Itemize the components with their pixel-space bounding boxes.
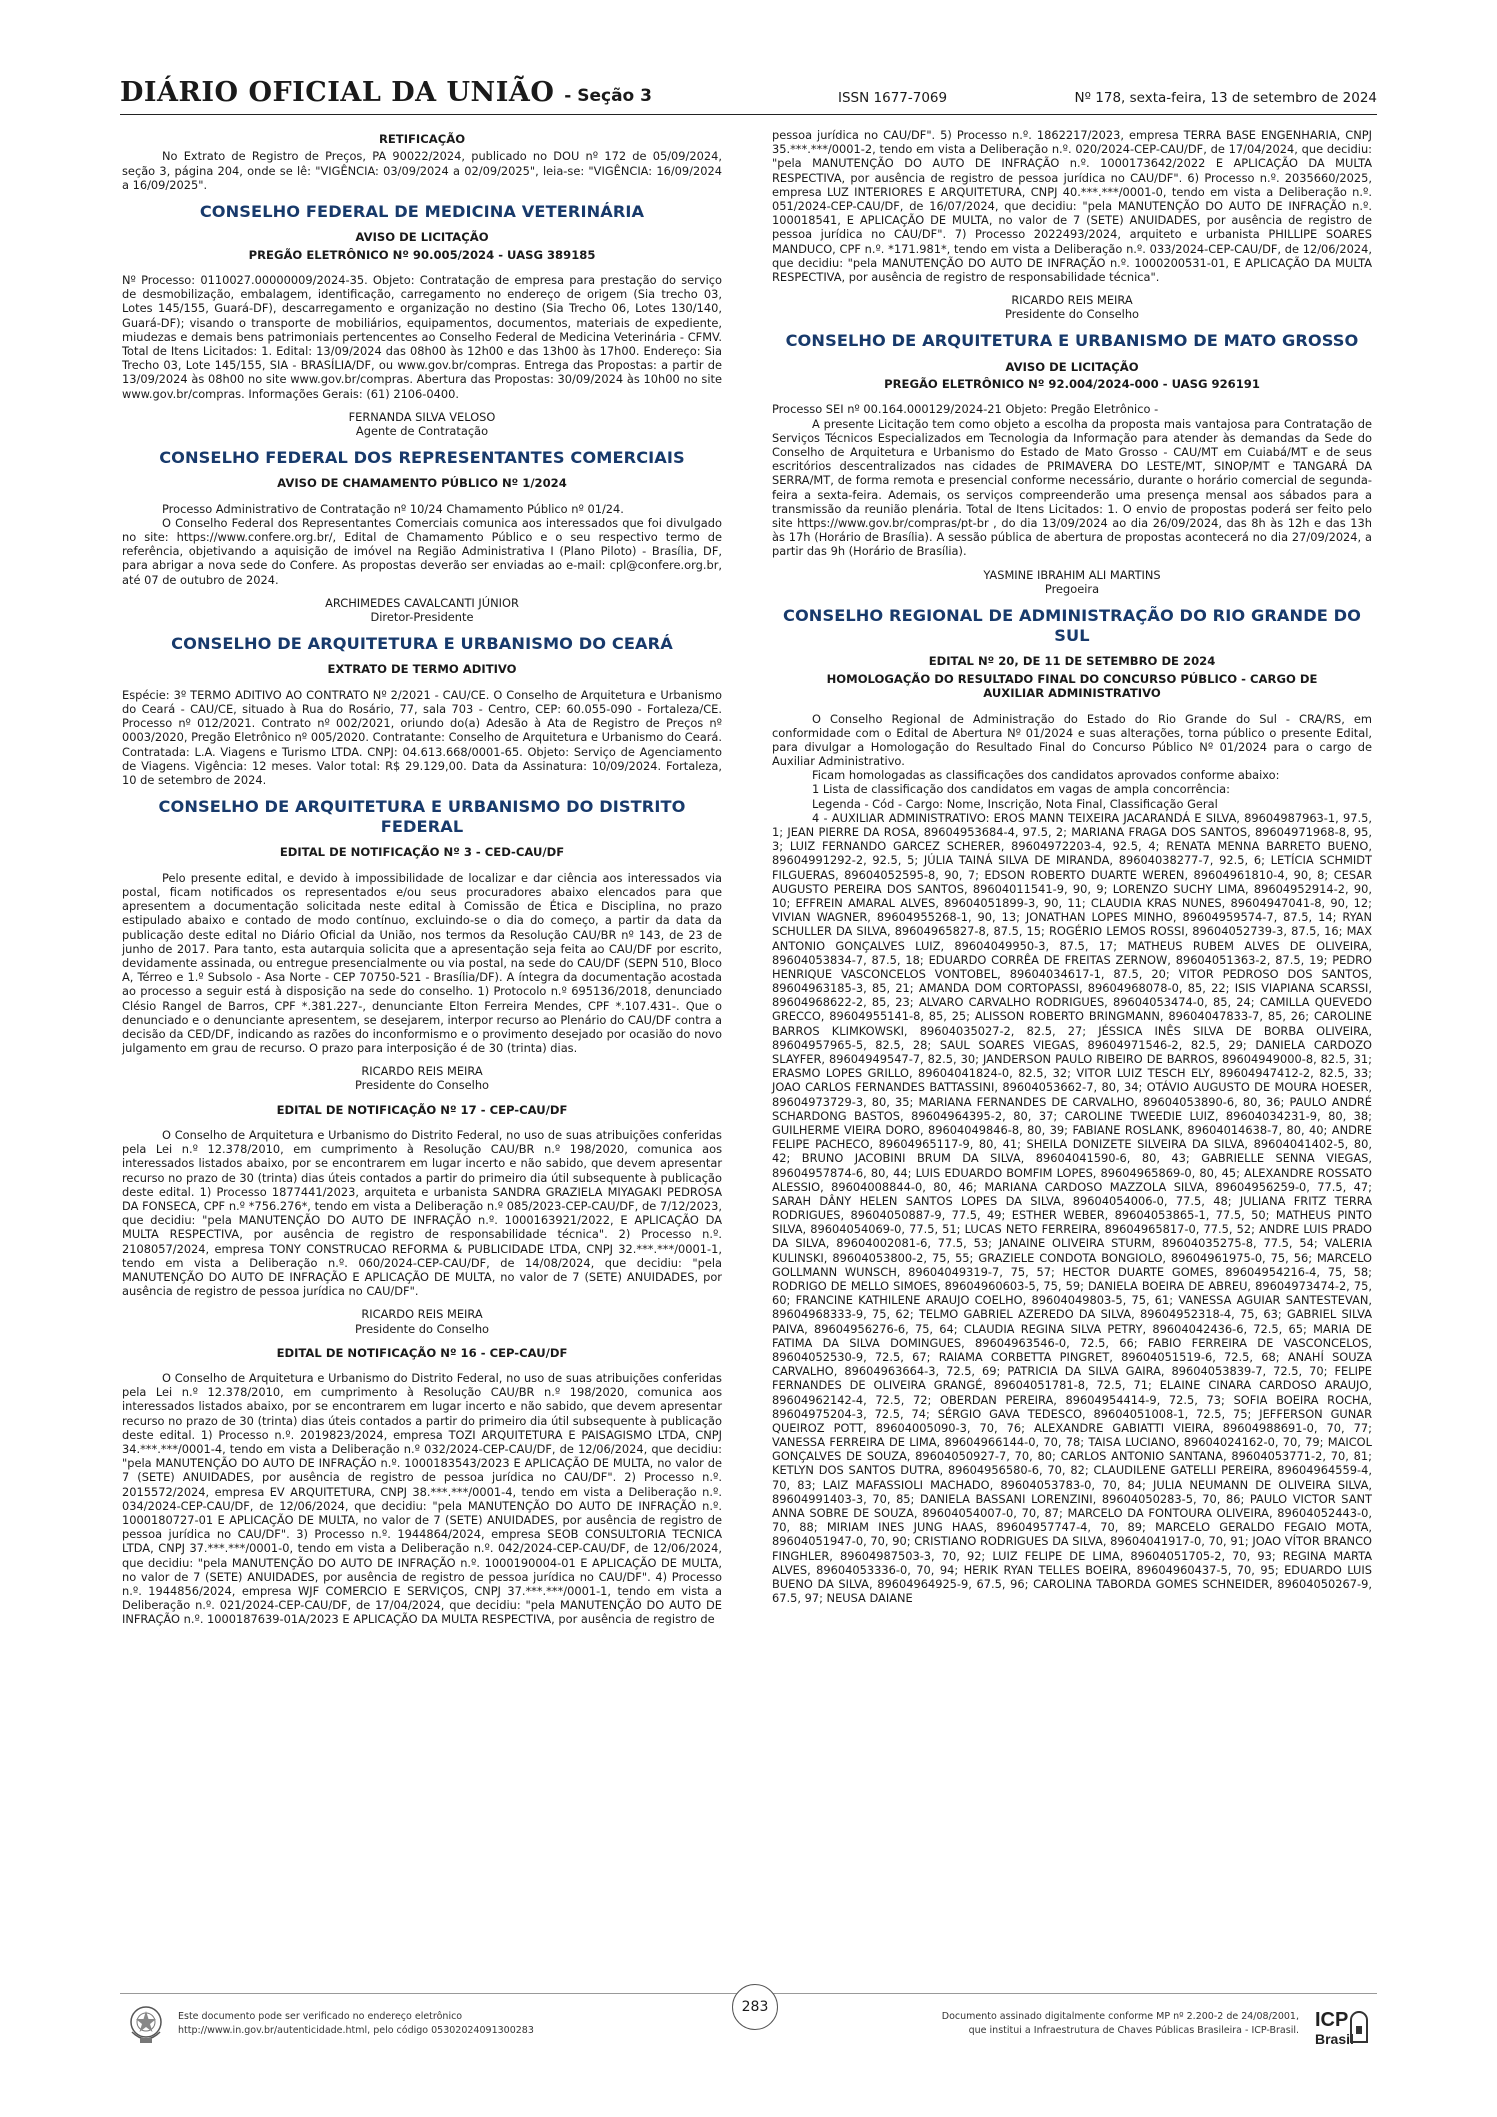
caudf-signatory-2: RICARDO REIS MEIRA — [361, 1307, 483, 1322]
caudf-signatory-3: RICARDO REIS MEIRA — [1011, 293, 1133, 308]
crars-heading: CONSELHO REGIONAL DE ADMINISTRAÇÃO DO RIO GRANDE DO SUL — [782, 605, 1362, 646]
caumt-heading: CONSELHO DE ARQUITETURA E URBANISMO DE MATO GROSSO — [785, 331, 1359, 351]
footer — [120, 1993, 1377, 2064]
cfmv-text: Nº Processo: 0110027.00000009/2024-35. Objeto: Contratação de empresa para prestação do serviço de desmobilização, embalagem, identificação, carregamento no endereço de origem (Sia trecho 03, Lotes 145/155, Guará-DF), descarregamento e organização no destino (Sia Trecho 06, Lotes 130/140, Guará-DF); visando o transporte de mobiliários, equipamentos, documentos, materiais de expediente, miudezas e demais bens patrimoniais pertencentes ao Conselho Federal de Medicina Veterinária - CFMV. Total de Itens Licitados: 1. Edital: 13/09/2024 das 08h00 às 12h00 e das 13h00 às 17h00. Endereço: Sia Trecho 03, Lote 145/155, SIA - BRASÍLIA/DF, ou www.gov.br/compras. Entrega das Propostas: a partir de 13/09/2024 às 08h00 no site www.gov.br/compras. Abertura das Propostas: 30/09/2024 às 10h00 no site www.gov.br/compras. Informações Gerais: (61) 2106-0400. — [122, 273, 722, 401]
coat-of-arms-icon — [126, 2002, 166, 2046]
cauce-heading: CONSELHO DE ARQUITETURA E URBANISMO DO CEARÁ — [171, 634, 673, 654]
cfmv-heading: CONSELHO FEDERAL DE MEDICINA VETERINÁRIA — [199, 201, 645, 221]
caudf-notice-3-title: EDITAL DE NOTIFICAÇÃO Nº 3 - CED-CAU/DF — [279, 845, 565, 860]
icp-brasil-logo-icon — [1307, 2004, 1377, 2052]
crars-homologacao-title: HOMOLOGAÇÃO DO RESULTADO FINAL DO CONCURSO PÚBLICO - CARGO DE AUXILIAR ADMINISTRATIVO — [826, 671, 1318, 701]
confere-notice-title: AVISO DE CHAMAMENTO PÚBLICO Nº 1/2024 — [277, 476, 567, 491]
icp-logo-subtext: Brasil — [1315, 2031, 1354, 2047]
caudf-heading: CONSELHO DE ARQUITETURA E URBANISMO DO DISTRITO FEDERAL — [158, 797, 686, 837]
section-label: - Seção 3 — [564, 86, 652, 106]
left-column — [122, 128, 722, 1626]
newspaper-title — [120, 77, 652, 108]
caudf-notice-16-title: EDITAL DE NOTIFICAÇÃO Nº 16 - CEP-CAU/DF — [276, 1345, 568, 1360]
crars-edital-title: EDITAL Nº 20, DE 11 DE SETEMBRO DE 2024 — [928, 654, 1216, 669]
retificacao-title: RETIFICAÇÃO — [378, 132, 466, 146]
caumt-text-1: Processo SEI nº 00.164.000129/2024-21 Objeto: Pregão Eletrônico - — [772, 402, 1159, 417]
right-column — [772, 128, 1372, 1605]
masthead — [120, 70, 1377, 115]
page-number: 283 — [732, 1984, 778, 2030]
confere-signatory-role: Diretor-Presidente — [370, 609, 474, 624]
caudf-notice-17-title: EDITAL DE NOTIFICAÇÃO Nº 17 - CEP-CAU/DF — [276, 1102, 568, 1117]
footer-verification — [178, 2010, 534, 2038]
edition-date: Nº 178, sexta-feira, 13 de setembro de 2024 — [1074, 90, 1377, 106]
caudf-notice-16-continuation: pessoa jurídica no CAU/DF". 5) Processo n.º. 1862217/2023, empresa TERRA BASE ENGENHARIA, CNPJ 35.***.***/0001-2, tendo em vista a Deliberação n.º. 020/2024-CEP-CAU/DF, de 17/04/2024, que decidiu: "pela MANUTENÇÃO DO AUTO DE INFRAÇÃO n.º. 1000173642/2022 E APLICAÇÃO DA MULTA RESPECTIVA, por ausência de registro de pessoa jurídica no CAU/DF". 6) Processo n.º. 2035660/2025, empresa LUZ INTERIORES E ARQUITETURA, CNPJ 40.***.***/0001-0, tendo em vista a Deliberação n.º. 051/2024-CEP-CAU/DF, de 16/07/2024, que decidiu: "pela MANUTENÇÃO DO AUTO DE INFRAÇÃO n.º. 100018541, E APLICAÇÃO DE MULTA, no valor de 7 (SETE) ANUIDADES, por ausência de registro de pessoa jurídica no CAU/DF". 7) Processo 2022493/2024, arquiteto e urbanista PHILLIPE SOARES MANDUCO, CPF n.º. *171.981*, tendo em vista a Deliberação n.º. 033/2024-CEP-CAU/DF, de 12/06/2024, que decidiu: "pela MANUTENÇÃO DO AUTO DE INFRAÇÃO n.º. 1000200531-01, E APLICAÇÃO DA MULTA RESPECTIVA, por ausência de registro de responsabilidade técnica". — [772, 128, 1372, 284]
crars-text-2: Ficam homologadas as classificações dos candidatos aprovados conforme abaixo: — [812, 768, 1280, 783]
footer-verification-line-2: http://www.in.gov.br/autenticidade.html, pelo código 05302024091300283 — [178, 2024, 534, 2036]
cfmv-signatory: FERNANDA SILVA VELOSO — [348, 409, 496, 424]
cfmv-notice-title: AVISO DE LICITAÇÃO — [355, 230, 489, 245]
cauce-notice-title: EXTRATO DE TERMO ADITIVO — [327, 662, 517, 677]
caudf-signatory-1-role: Presidente do Conselho — [354, 1078, 490, 1093]
caumt-text-2: A presente Licitação tem como objeto a escolha da proposta mais vantajosa para Contratação de Serviços Técnicos Especializados em Tecnologia da Informação para atender às demandas da Sede do Conselho de Arquitetura e Urbanismo do Estado de Mato Grosso - CAU/MT em Cuiabá/MT e de seus escritórios descentralizados nas cidades de PRIMAVERA DO LESTE/MT, SINOP/MT e TANGARÁ DA SERRA/MT, de forma remota e presencial conforme necessário, durante o horário comercial de segunda-feira a sexta-feira. Ademais, os serviços compreenderão uma presença mensal aos sábados para a transmissão da reunião plenária. Total de Itens Licitados: 1. O envio de propostas poderá ser feito pelo site https://www.gov.br/compras/pt-br , do dia 13/09/2024 ao dia 26/09/2024, das 8h às 12h e das 13h às 17h (Horário de Brasília). A sessão pública de abertura de propostas acontecerá no dia 27/09/2024, a partir das 9h (Horário de Brasília). — [772, 416, 1372, 559]
cfmv-signatory-role: Agente de Contratação — [355, 423, 489, 438]
confere-heading: CONSELHO FEDERAL DOS REPRESENTANTES COMERCIAIS — [159, 448, 685, 468]
footer-signature-line-2: que institui a Infraestrutura de Chaves Públicas Brasileira - ICP-Brasil. — [968, 2024, 1299, 2036]
caumt-signatory-role: Pregoeira — [1044, 581, 1100, 596]
crars-text-3: 1 Lista de classificação dos candidatos em vagas de ampla concorrência: — [812, 782, 1230, 797]
caudf-notice-3-text: Pelo presente edital, e devido à impossibilidade de localizar e dar ciência aos interessados via postal, ficam notificados os representados e/ou seus procuradores abaixo elencados para que apresentem a documentação solicitada neste edital à Comissão de Ética e Disciplina, no prazo estipulado abaixo e contado de modo contínuo, excluindo-se o dia do começo, a partir da data da publicação deste edital no Diário Oficial da União, nos termos da Resolução CAU/BR nº 143, de 23 de junho de 2017. Para tanto, esta autarquia solicita que a apresentação seja feita ao CAU/DF por escrito, devidamente assinada, ou entregue presencialmente ou via postal, na sede do CAU/DF (SEPN 510, Bloco A, Térreo e 1.º Subsolo - Asa Norte - CEP 70750-521 - Brasília/DF). A íntegra da documentação acostada ao processo a seguir está à disposição na sede do conselho. 1) Protocolo n.º 695136/2018, denunciado Clésio Rangel de Barros, CPF *.381.227-, denunciante Elton Ferreira Mendes, CPF *.107.431-. Que o denunciado e o denunciante apresentem, se desejarem, interpor recurso ao Plenário do CAU/DF contra a decisão da CED/DF, indicando as razões do inconformismo e o provimento desejado por ocasião do novo julgamento em grau de recurso. O prazo para interposição é de 30 (trinta) dias. — [122, 870, 722, 1056]
caudf-notice-16-text: O Conselho de Arquitetura e Urbanismo do Distrito Federal, no uso de suas atribuições conferidas pela Lei n.º 12.378/2010, em cumprimento à Resolução CAU/BR n.º 198/2020, comunica aos interessados listados abaixo, por se encontrarem em lugar incerto e não sabido, que devem apresentar recurso no prazo de 30 (trinta) dias úteis contados a partir do primeiro dia útil subsequente à publicação deste edital. 1) Processo n.º. 2019823/2024, empresa TOZI ARQUITETURA E PAISAGISMO LTDA, CNPJ 34.***.***/0001-4, tendo em vista a Deliberação n.º 032/2024-CEP-CAU/DF, de 12/06/2024, que decidiu: "pela MANUTENÇÃO DO AUTO DE INFRAÇÃO n.º. 1000183543/2023 E APLICAÇÃO DE MULTA, no valor de 7 (SETE) ANUIDADES, por ausência de registro de pessoa jurídica no CAU/DF". 2) Processo n.º. 2015572/2024, empresa EV ARQUITETURA, CNPJ 38.***.***/0001-4, tendo em vista a Deliberação n.º. 034/2024-CEP-CAU/DF, de 12/06/2024, que decidiu: "pela MANUTENÇÃO DO AUTO DE INFRAÇÃO n.º. 1000180727-01 E APLICAÇÃO DE MULTA, no valor de 7 (SETE) ANUIDADES, por ausência de registro de pessoa jurídica no CAU/DF". 3) Processo n.º. 1944864/2024, empresa SEOB CONSULTORIA TECNICA LTDA, CNPJ 37.***.***/0001-0, tendo em vista a Deliberação n.º. 042/2024-CEP-CAU/DF, de 12/06/2024, que decidiu: "pela MANUTENÇÃO DO AUTO DE INFRAÇÃO n.º. 1000190004-01 E APLICAÇÃO DE MULTA, no valor de 7 (SETE) ANUIDADES, por ausência de registro de pessoa jurídica no CAU/DF". 4) Processo n.º. 1944856/2024, empresa WJF COMERCIO E SERVIÇOS, CNPJ 37.***.***/0001-1, tendo em vista a Deliberação n.º. 021/2024-CEP-CAU/DF, de 17/04/2024, que decidiu: "pela MANUTENÇÃO DO AUTO DE INFRAÇÃO n.º. 1000187639-01A/2023 E APLICAÇÃO DA MULTA RESPECTIVA, por ausência de registro de — [122, 1371, 722, 1627]
icp-logo-text: ICP — [1315, 2009, 1349, 2031]
caudf-signatory-2-role: Presidente do Conselho — [354, 1321, 490, 1336]
caumt-signatory: YASMINE IBRAHIM ALI MARTINS — [983, 567, 1161, 582]
issn: ISSN 1677-7069 — [838, 90, 948, 106]
crars-text-1: O Conselho Regional de Administração do Estado do Rio Grande do Sul - CRA/RS, em conformidade com o Edital de Abertura Nº 01/2024 e suas alterações, torna público o presente Edital, para divulgar a Homologação do Resultado Final do Concurso Público Nº 01/2024 para o cargo de Auxiliar Administrativo. — [772, 711, 1372, 769]
confere-text-1: Processo Administrativo de Contratação nº 10/24 Chamamento Público nº 01/24. — [162, 501, 624, 516]
retificacao-text: No Extrato de Registro de Preços, PA 90022/2024, publicado no DOU nº 172 de 05/09/2024, seção 3, página 204, onde se lê: "VIGÊNCIA: 03/09/2024 a 02/09/2025", leia-se: "VIGÊNCIA: 16/09/2024 a 16/09/2025". — [122, 149, 722, 192]
footer-signature-notice — [942, 2010, 1299, 2038]
confere-signatory: ARCHIMEDES CAVALCANTI JÚNIOR — [325, 595, 519, 610]
caudf-signatory-1: RICARDO REIS MEIRA — [361, 1064, 483, 1079]
crars-text-4: Legenda - Cód - Cargo: Nome, Inscrição, Nota Final, Classificação Geral — [812, 796, 1218, 811]
caumt-notice-title: AVISO DE LICITAÇÃO — [1005, 359, 1139, 374]
newspaper-title-text: DIÁRIO OFICIAL DA UNIÃO — [120, 77, 555, 108]
confere-text-2: O Conselho Federal dos Representantes Comerciais comunica aos interessados que foi divulgado no site: https://www.confere.org.br/, Edital de Chamamento Público e o seu respectivo termo de referência, objetivando a aquisição de imóvel na Região Administrativa I (Plano Piloto) - Brasília, DF, para abrigar a nova sede do Confere. As propostas deverão ser enviadas ao e-mail: cpl@confere.org.br, até 07 de outubro de 2024. — [122, 515, 722, 587]
caudf-notice-17-text: O Conselho de Arquitetura e Urbanismo do Distrito Federal, no uso de suas atribuições conferidas pela Lei n.º 12.378/2010, em cumprimento à Resolução CAU/BR n.º 198/2020, comunica aos interessados listados abaixo, por se encontrarem em lugar incerto e não sabido, que devem apresentar recurso no prazo de 30 (trinta) dias úteis contados a partir do primeiro dia útil subsequente à publicação deste edital. 1) Processo 1877441/2023, arquiteta e urbanista SANDRA GRAZIELA MIYAGAKI PEDROSA DA FONSECA, CPF n.º *756.276*, tendo em vista a Deliberação n.º 085/2023-CEP-CAU/DF, de 7/12/2023, que decidiu: "pela MANUTENÇÃO DO AUTO DE INFRAÇÃO n.º. 1000163921/2022, E APLICAÇÃO DA MULTA RESPECTIVA, por ausência de registro de responsabilidade técnica". 2) Processo n.º. 2108057/2024, empresa TONY CONSTRUCAO REFORMA & PUBLICIDADE LTDA, CNPJ 32.***.***/0001-1, tendo em vista a Deliberação n.º. 060/2024-CEP-CAU/DF, de 14/08/2024, que decidiu: "pela MANUTENÇÃO DO AUTO DE INFRAÇÃO E APLICAÇÃO DE MULTA, no valor de 7 (SETE) ANUIDADES, por ausência de registro de pessoa jurídica no CAU/DF". — [122, 1128, 722, 1299]
caudf-signatory-3-role: Presidente do Conselho — [1004, 307, 1140, 322]
cauce-text: Espécie: 3º TERMO ADITIVO AO CONTRATO Nº 2/2021 - CAU/CE. O Conselho de Arquitetura e Urbanismo do Ceará - CAU/CE, situado à Rua do Rosário, 77, sala 703 - Centro, CEP: 60.055-090 - Fortaleza/CE. Processo nº 012/2021. Contrato nº 002/2021, oriundo do(a) Adesão à Ata de Registro de Preços nº 0003/2020, Pregão Eletrônico nº 005/2020. Contratante: Conselho de Arquitetura e Urbanismo do Ceará. Contratada: L.A. Viagens e Turismo LTDA. CNPJ: 04.613.668/0001-65. Objeto: Serviço de Agenciamento de Viagens. Vigência: 12 meses. Valor total: R$ 29.129,00. Data da Assinatura: 10/09/2024. Fortaleza, 10 de setembro de 2024. — [122, 687, 722, 787]
caumt-pregao-title: PREGÃO ELETRÔNICO Nº 92.004/2024-000 - UASG 926191 — [884, 377, 1260, 392]
footer-verification-line-1: Este documento pode ser verificado no endereço eletrônico — [178, 2011, 463, 2022]
crars-classification-list: 4 - AUXILIAR ADMINISTRATIVO: EROS MANN TEIXEIRA JACARANDÁ E SILVA, 89604987963-1, 97.5, 1; JEAN PIERRE DA ROSA, 89604953684-4, 97.5, 2; MARIANA FRAGA DOS SANTOS, 89604971968-8, 95, 3; LUIZ FERNANDO GARCEZ SCHERER, 89604972203-4, 92.5, 4; RENATA MENNA BARRETO BUENO, 89604991292-2, 92.5, 5; JÚLIA TAINÁ SILVA DE MIRANDA, 89604038277-7, 92.5, 6; LETÍCIA SCHMIDT FILGUERAS, 89604052595-8, 90, 7; EDSON ROBERTO DUARTE WEREN, 89604961810-4, 90, 8; CESAR AUGUSTO PEREIRA DOS SANTOS, 89604011541-9, 90, 9; LORENZO SUCHY LIMA, 89604952914-2, 90, 10; EFFREIN AMARAL ALVES, 89604051899-3, 90, 11; CLAUDIA KRAS NUNES, 89604947041-8, 90, 12; VIVIAN WAGNER, 89604955268-1, 90, 13; JONATHAN LOPES MINHO, 89604959574-7, 87.5, 14; RYAN SCHULLER DA SILVA, 89604965827-8, 87.5, 15; ROGÉRIO LEMOS ROSSI, 89604052739-3, 87.5, 16; MAX ANTONIO GONÇALVES LUIZ, 89604049950-3, 87.5, 17; MATHEUS RUBEM ALVES DE OLIVEIRA, 89604053834-7, 87.5, 18; EDUARDO CORRÊA DE FREITAS ZERNOW, 89604051363-2, 87.5, 19; PEDRO HENRIQUE VASCONCELOS VONTOBEL, 89604034617-1, 87.5, 20; VITOR PEDROSO DOS SANTOS, 89604963185-3, 85, 21; AMANDA DOM CORTOPASSI, 89604968078-0, 85, 22; ISIS VIAPIANA SCARSSI, 89604968622-2, 85, 23; ALVARO CARVALHO RODRIGUES, 89604053474-0, 85, 24; CAMILLA QUEVEDO GRECCO, 89604955141-8, 85, 25; ALISSON ROBERTO BRINGMANN, 89604047833-7, 85, 26; CAROLINE BARROS KLIMKOWSKI, 89604035027-2, 82.5, 27; JÉSSICA INÊS SILVA DE BORBA OLIVEIRA, 89604957965-5, 82.5, 28; SAUL SOARES VIEGAS, 89604971546-2, 82.5, 29; DANIELA CARDOZO SLAYFER, 89604949547-7, 82.5, 30; JANDERSON PAULO RIBEIRO DE BARROS, 89604949000-8, 82.5, 31; ERASMO LOPES GRILLO, 89604041824-0, 82.5, 32; VITOR LUIZ TESCH ELY, 89604947412-2, 82.5, 33; JOAO CARLOS FERNANDES BATTASSINI, 89604053662-7, 80, 34; OTÁVIO AUGUSTO DE MOURA HOESER, 89604973729-3, 80, 35; MARIANA FERNANDES DE CARVALHO, 89604053890-6, 80, 36; PAULO ANDRÉ SCHARDONG BASTOS, 89604964395-2, 80, 37; CAROLINE TWEEDIE LUIZ, 89604034231-9, 80, 38; GUILHERME VIEIRA DORO, 89604049846-8, 80, 39; FABIANE ROSLANK, 89604014638-7, 80, 40; ANDRE FELIPE PACHECO, 89604965117-9, 80, 41; SHEILA DONIZETE SILVEIRA DA SILVA, 89604041402-5, 80, 42; BRUNO JACOBINI BRUM DA SILVA, 89604041590-6, 80, 43; GABRIELLE SENNA VIEGAS, 89604957874-6, 80, 44; LUIS EDUARDO BOMFIM LOPES, 89604965869-0, 80, 45; ALEXANDRE ROSSATO ALESSIO, 89604008844-0, 80, 46; MARIANA CARDOSO MAZZOLA SILVA, 89604956259-0, 77.5, 47; SARAH DÂNY HELEN SANTOS LOPES DA SILVA, 89604054006-0, 77.5, 48; JULIANA FRITZ TERRA RODRIGUES, 89604050887-9, 77.5, 49; ESTHER WEBER, 89604053865-1, 77.5, 50; MATHEUS PINTO SILVA, 89604054069-0, 77.5, 51; LUCAS NETO FERREIRA, 89604965817-0, 77.5, 52; ANDRE LUIS PRADO DA SILVA, 89604002081-6, 77.5, 53; JANAINE OLIVEIRA STURM, 89604035275-8, 77.5, 54; VALERIA KULINSKI, 89604053800-2, 75, 55; GRAZIELE CONDOTA BONGIOLO, 89604961975-0, 75, 56; MARCELO GOLLMANN WUNSCH, 89604049319-7, 75, 57; HECTOR DUARTE GOMES, 89604954216-4, 75, 58; RODRIGO DE MELLO SIMOES, 89604960603-5, 75, 59; DANIELA BOEIRA DE ABREU, 89604973474-2, 75, 60; FRANCINE KATHILENE ARAUJO COELHO, 89604049803-5, 75, 61; VANESSA AGUIAR SANTESTEVAN, 89604968333-9, 75, 62; TELMO GABRIEL AZEREDO DA SILVA, 89604952318-4, 75, 63; GABRIEL SILVA PAIVA, 89604956276-6, 75, 64; CLAUDIA REGINA SILVA PETRY, 89604042436-6, 72.5, 65; MARIA DE FATIMA DA SILVA DOMINGUES, 89604963546-0, 72.5, 66; FABIO FERREIRA DE VASCONCELOS, 89604052530-9, 72.5, 67; RAIAMA CORBETTA PINGRET, 89604051519-6, 72.5, 68; ANAHÍ SOUZA CARVALHO, 89604963664-3, 72.5, 69; PATRICIA DA SILVA GAIRA, 89604053839-7, 72.5, 70; FELIPE FERNANDES DE OLIVEIRA GRANGÉ, 89604051781-8, 72.5, 71; ELAINE CINARA CARDOSO ARAUJO, 89604962142-4, 72.5, 72; OBERDAN PEREIRA, 89604954414-9, 72.5, 73; SOFIA BOEIRA ROCHA, 89604975204-3, 72.5, 74; SÉRGIO GAVA TEDESCO, 89604051008-1, 72.5, 75; JEFFERSON GUNAR QUEIROZ POTT, 89604005090-3, 70, 76; ALEXANDRE GABIATTI VIEIRA, 89604988691-0, 70, 77; VANESSA FERREIRA DE LIMA, 89604966144-0, 70, 78; TAISA LUCIANO, 89604024162-0, 70, 79; MAICOL GONÇALVES DE SOUZA, 89604050927-7, 70, 80; CARLOS ANTONIO SANTANA, 89604053771-2, 70, 81; KETLYN DOS SANTOS DUTRA, 89604956580-6, 70, 82; CLAUDILENE GATELLI PEREIRA, 89604964559-4, 70, 83; LAIZ MAFASSIOLI MACHADO, 89604053783-0, 70, 84; JULIA NEUMANN DE OLIVEIRA SILVA, 89604991403-3, 70, 85; DANIELA BASSANI LORENZINI, 89604050283-5, 70, 86; PAULO VICTOR SANT ANNA SOBRE DE SOUZA, 89604054007-0, 70, 87; MARCELO DA FONTOURA OLIVEIRA, 89604052443-0, 70, 88; MIRIAM INES JUNG HAAS, 89604957747-4, 70, 89; MARCELO GERALDO FEGAIO MOTA, 89604051947-0, 70, 90; CRISTIANO RODRIGUES DA SILVA, 89604041917-0, 70, 91; JOAO VÍTOR BRANCO FINGHLER, 89604987503-3, 70, 92; LUIZ FELIPE DE LIMA, 89604051705-2, 70, 93; REGINA MARTA ALVES, 89604053336-0, 70, 94; HERIK RYAN TELLES BOEIRA, 89604960437-5, 70, 95; EDUARDO LUIS BUENO DA SILVA, 89604964925-9, 67.5, 96; CAROLINA TABORDA GOMES SCHNEIDER, 89604050267-9, 67.5, 97; NEUSA DAIANE — [772, 810, 1372, 1606]
cfmv-pregao-title: PREGÃO ELETRÔNICO Nº 90.005/2024 - UASG 389185 — [248, 247, 596, 262]
footer-signature-line-1: Documento assinado digitalmente conforme MP nº 2.200-2 de 24/08/2001, — [941, 2011, 1299, 2022]
